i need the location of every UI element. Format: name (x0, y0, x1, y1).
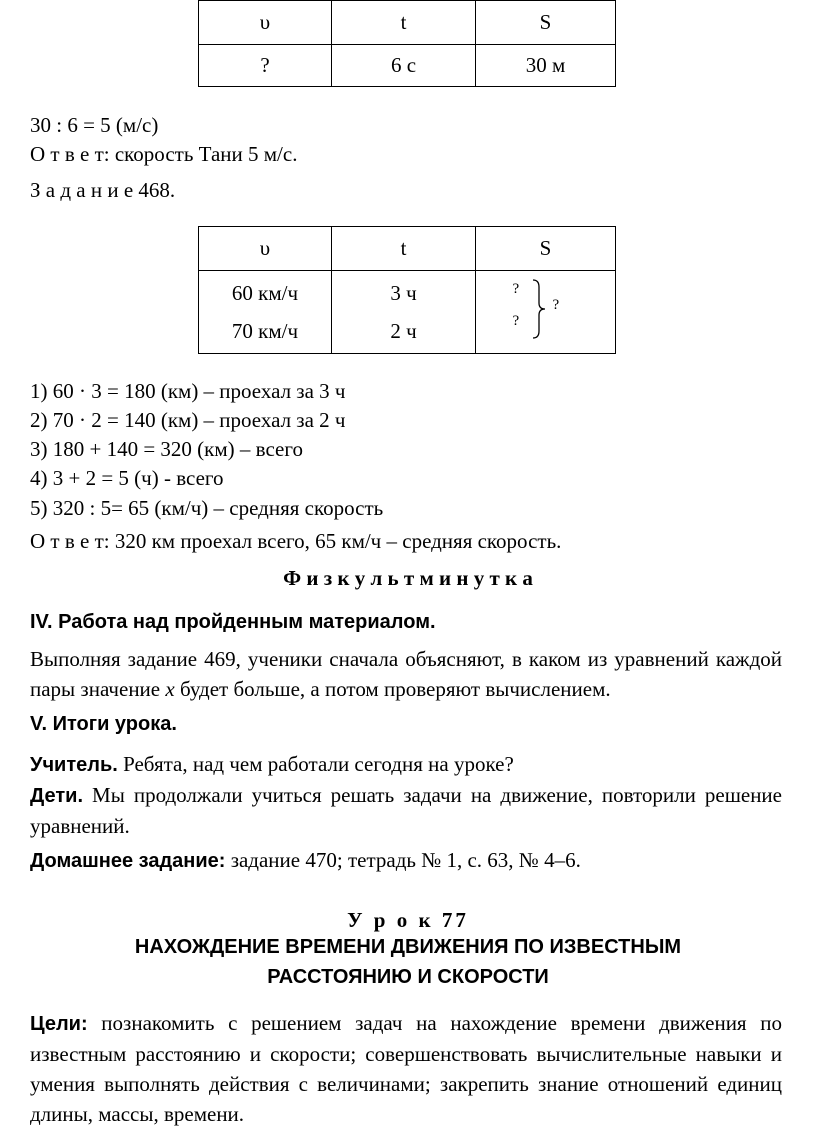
table-1-header-s: S (476, 1, 616, 45)
table-2 (198, 226, 616, 354)
answer-2: О т в е т: 320 км проехал всего, 65 км/ч – средняя скорость. (30, 529, 562, 553)
section-4-heading: IV. Работа над пройденным материалом. (30, 611, 436, 633)
teacher-label: Учитель. (30, 754, 118, 776)
homework-text: задание 470; тетрадь № 1, с. 63, № 4–6. (225, 848, 581, 872)
table-1-cell-v: ? (199, 45, 332, 87)
table-2-header-s: S (476, 227, 616, 271)
step-3: 3) 180 + 140 = 320 (км) – всего (30, 437, 303, 461)
goals-text: познакомить с решением задач на нахождение времени движения по известным расстоянию и скорости; совершенствовать вычислительные навыки и умения выполнять действия с величинами; закрепить знание отношений единиц длины, массы, времени. (30, 1011, 782, 1126)
table-2-distances (476, 271, 616, 354)
table-1 (198, 0, 616, 87)
teacher-line (30, 750, 514, 779)
kids-text: Мы продолжали учиться решать задачи на движение, повторили решение уравнений. (30, 783, 782, 838)
table-1-header-t: t (332, 1, 476, 45)
step-5: 5) 320 : 5= 65 (км/ч) – средняя скорость (30, 496, 384, 520)
step-1: 1) 60 · 3 = 180 (км) – проехал за 3 ч (30, 379, 346, 403)
table-2-header-v: υ (199, 227, 332, 271)
task-heading: З а д а н и е 468. (30, 178, 176, 202)
section-4-text-1: Выполняя задание 469, ученики сначала объясняют, в каком из уравнений каждой пары значение (30, 647, 782, 701)
answer-line: О т в е т: скорость Тани 5 м/с. (30, 142, 298, 166)
calc-line: 30 : 6 = 5 (м/с) (30, 113, 159, 137)
kids-label: Дети. (30, 785, 83, 807)
speed-2: 70 км/ч (231, 319, 299, 343)
section-5-heading: V. Итоги урока. (30, 713, 177, 735)
lesson-number: У р о к 77 (347, 908, 469, 932)
lesson-title-line-2: РАССТОЯНИЮ И СКОРОСТИ (267, 966, 549, 988)
dist-q-1: ? (512, 281, 520, 297)
section-4-paragraph (30, 644, 782, 704)
step-4: 4) 3 + 2 = 5 (ч) - всего (30, 466, 224, 490)
teacher-text: Ребята, над чем работали сегодня на уроке? (117, 752, 514, 776)
table-1-header-v: υ (199, 1, 332, 45)
dist-q-2: ? (512, 313, 520, 329)
table-2-times (332, 271, 476, 354)
table-1-cell-t: 6 с (332, 45, 476, 87)
goals-paragraph (30, 1008, 782, 1129)
brace-group (501, 271, 591, 347)
total-q: ? (552, 297, 560, 313)
table-2-header-t: t (332, 227, 476, 271)
lesson-title-line-1: НАХОЖДЕНИЕ ВРЕМЕНИ ДВИЖЕНИЯ ПО ИЗВЕСТНЫМ (134, 936, 682, 958)
goals-label: Цели: (30, 1013, 88, 1035)
table-2-speeds (199, 271, 332, 354)
time-1: 3 ч (390, 281, 417, 305)
fizkult-heading: Ф и з к у л ь т м и н у т к а (283, 566, 533, 590)
step-2: 2) 70 · 2 = 140 (км) – проехал за 2 ч (30, 408, 346, 432)
variable-x: x (165, 677, 175, 701)
homework-label: Домашнее задание: (30, 850, 226, 872)
section-4-text-2: будет больше, а потом проверяют вычислением. (174, 677, 611, 701)
time-2: 2 ч (390, 319, 417, 343)
kids-paragraph (30, 780, 782, 841)
curly-brace-icon (531, 279, 547, 339)
speed-1: 60 км/ч (231, 281, 299, 305)
table-1-cell-s: 30 м (476, 45, 616, 87)
homework-line (30, 846, 581, 875)
